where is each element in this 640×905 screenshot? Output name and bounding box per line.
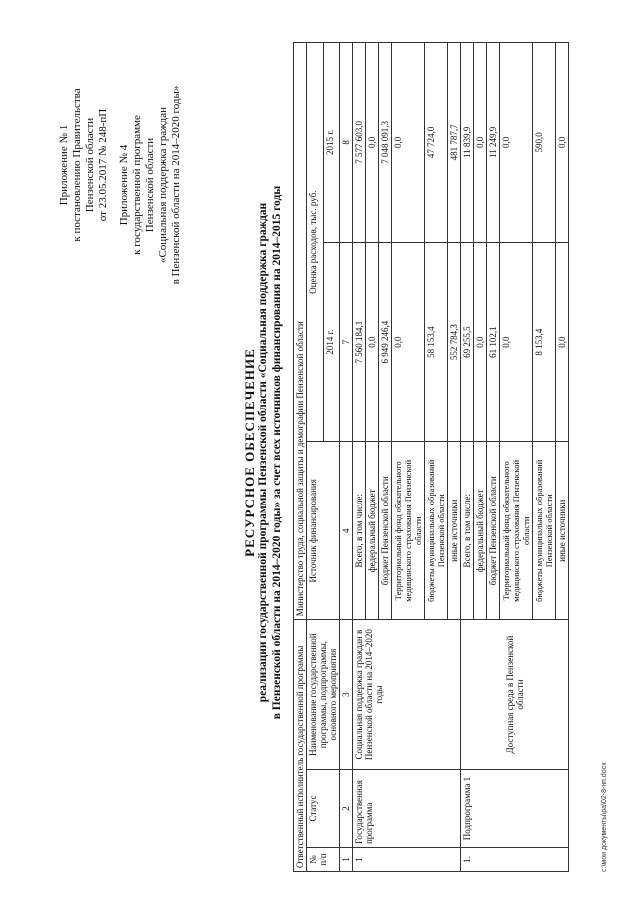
- source-cell: бюджеты муниципальных образований Пензенской области: [425, 442, 448, 620]
- value-2014: 0,0: [556, 242, 569, 442]
- appendix-4-number: Приложение № 4: [118, 144, 130, 226]
- source-cell: бюджеты муниципальных образований Пензенской области: [533, 442, 556, 620]
- table-row: [353, 43, 366, 872]
- program-status: Государственная программа: [353, 770, 461, 848]
- value-2015: 7 577 603,0: [353, 43, 366, 243]
- value-2014: 69 255,5: [461, 242, 474, 442]
- value-2014: 6 949 246,4: [379, 242, 392, 442]
- responsible-label: Ответственный исполнитель государственной программы: [294, 620, 307, 872]
- value-2014: 58 153,4: [425, 242, 448, 442]
- year-2014-header: 2014 г.: [323, 242, 340, 442]
- appendix-4-program-ref: к государственной программе: [131, 115, 143, 255]
- index-cell: 3: [340, 620, 353, 770]
- value-2015: 7 048 091,3: [379, 43, 392, 243]
- value-2014: 61 102,1: [487, 242, 500, 442]
- source-cell: иные источники: [556, 442, 569, 620]
- value-2015: 481 787,7: [448, 43, 461, 243]
- index-row: [340, 43, 353, 872]
- appendix-1-block: [58, 50, 110, 280]
- document-subtitle-line-1: реализации государственной программы Пензенской области «Социальная поддержка граждан: [257, 202, 269, 703]
- value-2015: 0,0: [556, 43, 569, 243]
- appendix-1-number: Приложение № 1: [58, 124, 70, 206]
- subprogram-number: 1.: [461, 848, 569, 872]
- source-cell: Всего, в том числе:: [461, 442, 474, 620]
- value-2014: 7 560 184,1: [353, 242, 366, 442]
- value-2015: 0,0: [474, 43, 487, 243]
- appendix-4-block: [118, 50, 183, 320]
- header-row: [307, 43, 324, 872]
- source-cell: федеральный бюджет: [366, 442, 379, 620]
- source-cell: Всего, в том числе:: [353, 442, 366, 620]
- value-2015: 0,0: [392, 43, 425, 243]
- document-title: РЕСУРСНОЕ ОБЕСПЕЧЕНИЕ: [242, 348, 257, 557]
- subprogram-name: Доступная среда в Пензенской области: [461, 620, 569, 770]
- value-2015: 0,0: [500, 43, 533, 243]
- col-name-header: Наименование государственной программы, подпрограммы, основного мероприятия: [307, 620, 340, 770]
- table-row: [461, 43, 474, 872]
- appendix-4-program-name-cont: в Пензенской области на 2014–2020 годы»: [170, 85, 182, 285]
- value-2014: 0,0: [366, 242, 379, 442]
- program-number: 1: [353, 848, 461, 872]
- source-cell: бюджет Пензенской области: [487, 442, 500, 620]
- index-cell: 7: [340, 242, 353, 442]
- appendix-4-region: Пензенской области: [144, 137, 156, 233]
- value-2014: 552 784,3: [448, 242, 461, 442]
- value-2015: 0,0: [366, 43, 379, 243]
- resource-table: [293, 42, 569, 872]
- appendix-4-program-name: «Социальная поддержка граждан: [157, 106, 169, 264]
- source-cell: Территориальный фонд обязательного медицинского страхования Пензенской области: [500, 442, 533, 620]
- subprogram-status: Подпрограмма 1: [461, 770, 569, 848]
- value-2015: 47 724,0: [425, 43, 448, 243]
- index-cell: 2: [340, 770, 353, 848]
- value-2015: 590,0: [533, 43, 556, 243]
- document-subtitle-line-2: в Пензенской области на 2014–2020 годы» за счет всех источников финансирования на 2014–2015 годы: [271, 185, 283, 720]
- appendix-1-region: Пензенской области: [84, 117, 96, 213]
- index-cell: 1: [340, 848, 353, 872]
- value-2014: 0,0: [500, 242, 533, 442]
- responsible-row: [294, 43, 307, 872]
- value-2015: 11 249,9: [487, 43, 500, 243]
- appendix-1-resolution: к постановлению Правительства: [71, 88, 83, 242]
- source-cell: иные источники: [448, 442, 461, 620]
- source-cell: бюджет Пензенской области: [379, 442, 392, 620]
- value-2014: 8 153,4: [533, 242, 556, 442]
- col-status-header: Статус: [307, 770, 340, 848]
- index-cell: 4: [340, 442, 353, 620]
- col-source-header: Источник финансирования: [307, 442, 340, 620]
- appendix-1-date: от 23.05.2017 № 248-пП: [97, 108, 109, 222]
- program-name: Социальная поддержка граждан в Пензенской области на 2014–2020 годы: [353, 620, 461, 770]
- source-cell: Территориальный фонд обязательного медицинского страхования Пензенской области: [392, 442, 425, 620]
- responsible-ministry: Министерство труда, социальной защиты и демографии Пензенской области: [294, 43, 307, 620]
- col-number-header: № п/п: [307, 848, 340, 872]
- value-2014: 0,0: [474, 242, 487, 442]
- file-path-footer: с:\мои документы\ра\02-8-нп.docx: [601, 762, 608, 872]
- value-2014: 0,0: [392, 242, 425, 442]
- source-cell: федеральный бюджет: [474, 442, 487, 620]
- index-cell: 8: [340, 43, 353, 243]
- value-2015: 11 839,9: [461, 43, 474, 243]
- col-estimate-header: Оценка расходов, тыс. руб.: [307, 43, 324, 442]
- year-2015-header: 2015 г.: [323, 43, 340, 243]
